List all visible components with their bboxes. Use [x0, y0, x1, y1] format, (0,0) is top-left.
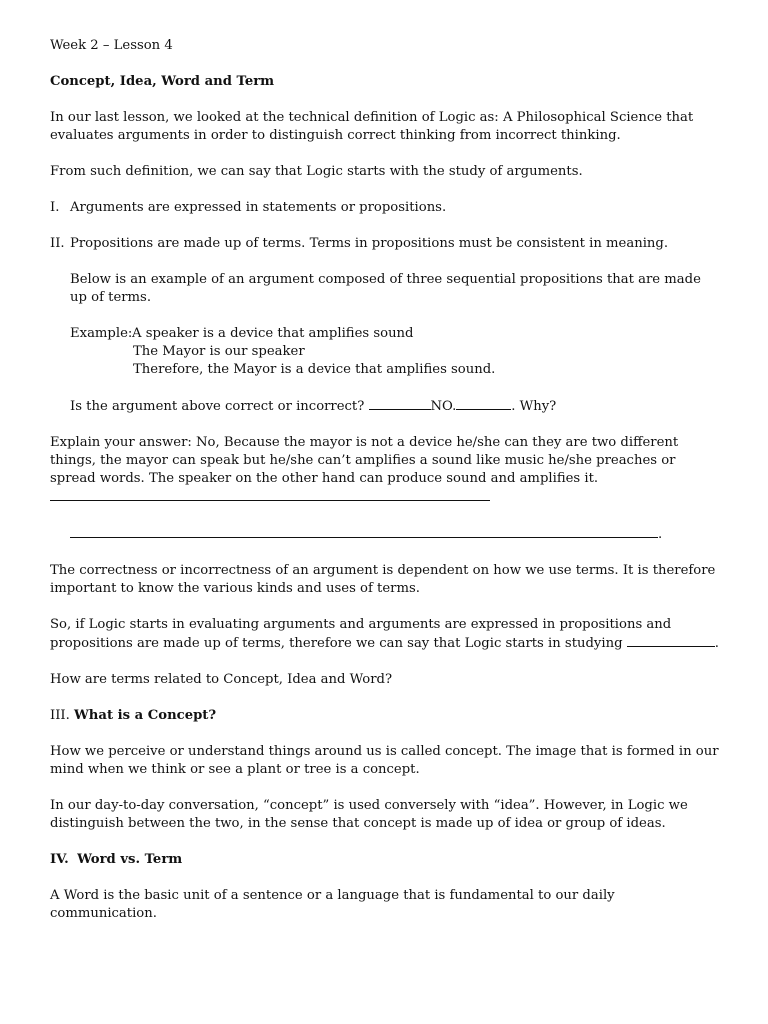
- example-block: [50, 325, 720, 379]
- answer-blank-left[interactable]: [369, 397, 431, 410]
- explanation-extra-line: [50, 525, 720, 544]
- question-text: Is the argument above correct or incorrect?: [70, 399, 369, 414]
- example-line: [70, 325, 720, 343]
- section-1-text: Arguments are expressed in statements or propositions.: [70, 200, 447, 215]
- question-suffix: . Why?: [511, 399, 557, 414]
- section-2-number: II.: [50, 236, 65, 251]
- concept-idea-paragraph: In our day-to-day conversation, “concept” is used conversely with “idea”. However, in Logic we distinguish between the two, in the sense that concept is made up of idea or group of ideas.: [50, 798, 688, 831]
- section-1: [50, 199, 720, 217]
- so-if-paragraph: [50, 616, 720, 653]
- document-page: [50, 37, 720, 923]
- example-label: Example:: [70, 326, 133, 341]
- section-2-text: Propositions are made up of terms. Terms in propositions must be consistent in meaning.: [70, 236, 669, 251]
- lesson-label: Week 2 – Lesson 4: [50, 38, 173, 53]
- so-if-end: .: [714, 636, 719, 651]
- explanation-end-mark: .: [658, 527, 663, 542]
- section-4-heading: [50, 851, 720, 869]
- section-4-title: Word vs. Term: [77, 852, 183, 867]
- section-1-number: I.: [50, 200, 60, 215]
- word-paragraph: A Word is the basic unit of a sentence or a language that is fundamental to our daily communication.: [50, 888, 615, 921]
- definition-paragraph: From such definition, we can say that Logic starts with the study of arguments.: [50, 164, 583, 179]
- explanation-paragraph: [50, 434, 720, 507]
- studying-blank[interactable]: [627, 634, 715, 647]
- answer-blank-right[interactable]: [456, 397, 511, 410]
- example-intro: Below is an example of an argument composed of three sequential propositions that are made up of terms.: [70, 272, 701, 305]
- so-if-text: So, if Logic starts in evaluating arguments and arguments are expressed in propositions and propositions are made up of terms, therefore we can say that Logic starts in studying: [50, 617, 672, 651]
- page-title: [50, 73, 720, 91]
- explanation-text: Explain your answer: No, Because the mayor is not a device he/she can they are two different things, the mayor can speak but he/she can’t amplifies a sound like music he/she preaches or spread words. The speaker on the other hand can produce sound and amplifies it.: [50, 435, 679, 486]
- question-line: [50, 397, 720, 416]
- example-premise-2: The Mayor is our speaker: [133, 344, 305, 359]
- concept-paragraph: How we perceive or understand things around us is called concept. The image that is formed in our mind when we think or see a plant or tree is a concept.: [50, 744, 719, 777]
- explanation-blank[interactable]: [50, 488, 490, 501]
- intro-paragraph: In our last lesson, we looked at the technical definition of Logic as: A Philosophical Science that evaluates arguments in order to distinguish correct thinking from incorrect thinking.: [50, 110, 694, 143]
- question-answer: NO.: [430, 399, 457, 414]
- example-premise-1: A speaker is a device that amplifies sound: [132, 326, 414, 341]
- example-conclusion: Therefore, the Mayor is a device that amplifies sound.: [133, 362, 496, 377]
- explanation-blank-line[interactable]: [70, 525, 658, 538]
- section-3-number: III.: [50, 708, 70, 723]
- section-2: [50, 235, 720, 253]
- section-4-number: IV.: [50, 852, 69, 867]
- section-3-title: What is a Concept?: [74, 708, 217, 723]
- how-related-question: How are terms related to Concept, Idea and Word?: [50, 672, 393, 687]
- correctness-paragraph: The correctness or incorrectness of an argument is dependent on how we use terms. It is therefore important to know the various kinds and uses of terms.: [50, 563, 716, 596]
- page-title-text: Concept, Idea, Word and Term: [50, 74, 275, 89]
- section-3-heading: [50, 707, 720, 725]
